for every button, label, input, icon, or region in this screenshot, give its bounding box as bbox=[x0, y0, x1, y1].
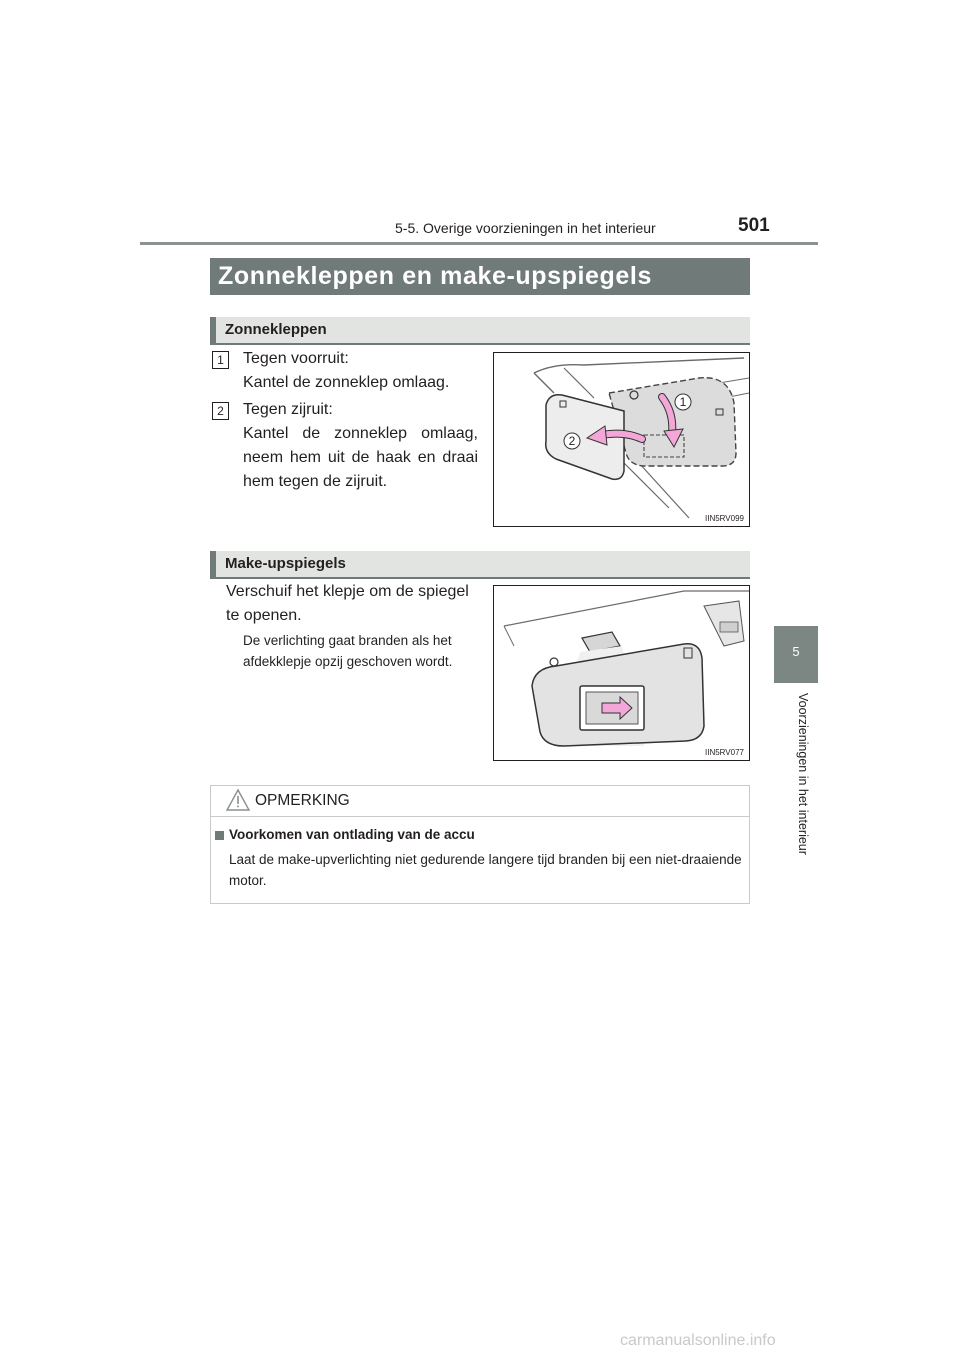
notice-label: OPMERKING bbox=[255, 792, 350, 809]
sun-visor-illustration bbox=[494, 353, 749, 526]
step-1-title: Tegen voorruit: bbox=[243, 350, 349, 367]
sun-visor-figure bbox=[493, 352, 750, 527]
notice-body: Laat de make-upverlichting niet gedurende langere tijd branden bij een niet-draaiende motor. bbox=[229, 852, 742, 888]
header-divider bbox=[140, 242, 818, 245]
step-number-1: 1 bbox=[212, 351, 229, 369]
chapter-tab bbox=[774, 626, 818, 683]
section-heading-label: Zonnekleppen bbox=[225, 321, 327, 338]
vanity-mirror-figure bbox=[493, 585, 750, 761]
mirror-instruction-line-2: te openen. bbox=[226, 607, 302, 624]
watermark: carmanualsonline.info bbox=[620, 1332, 776, 1349]
step-2-line-1: Kantel de zonneklep omlaag, bbox=[243, 425, 478, 442]
figure-code-2: IIN5RV077 bbox=[705, 748, 744, 757]
page-title: Zonnekleppen en make-upspiegels bbox=[218, 262, 652, 290]
chapter-number: 5 bbox=[792, 644, 800, 659]
step-2-line-3: hem tegen de zijruit. bbox=[243, 473, 388, 490]
step-1-instruction: Kantel de zonneklep omlaag. bbox=[243, 374, 450, 391]
heading-marker bbox=[210, 551, 216, 577]
warning-triangle-icon bbox=[225, 788, 251, 812]
step-number-2: 2 bbox=[212, 402, 229, 420]
notice-box bbox=[210, 785, 750, 904]
step-2-line-2: neem hem uit de haak en draai bbox=[243, 449, 478, 466]
mirror-instruction-line-1: Verschuif het klepje om de spiegel bbox=[226, 583, 469, 600]
page-title-bar bbox=[210, 258, 750, 295]
vanity-mirror-illustration bbox=[494, 586, 749, 760]
step-1-text bbox=[243, 347, 478, 395]
callout-1: 1 bbox=[679, 395, 687, 409]
mirror-light-note-line-1: De verlichting gaat branden als het bbox=[243, 633, 452, 648]
mirror-light-note bbox=[243, 630, 483, 672]
bullet-square bbox=[215, 831, 224, 840]
callout-2: 2 bbox=[568, 434, 576, 448]
step-2-title: Tegen zijruit: bbox=[243, 401, 333, 418]
mirror-light-note-line-2: afdekklepje opzij geschoven wordt. bbox=[243, 654, 453, 669]
mirror-instruction bbox=[226, 580, 480, 628]
running-header-section: 5-5. Overige voorzieningen in het interieur bbox=[395, 220, 656, 236]
notice-subtitle: Voorkomen van ontlading van de accu bbox=[229, 827, 475, 842]
section-heading-vanity-mirrors bbox=[210, 551, 750, 579]
section-heading-sun-visors bbox=[210, 317, 750, 345]
notice-header bbox=[211, 786, 749, 817]
chapter-label: Voorzieningen in het interieur bbox=[796, 693, 810, 855]
heading-marker bbox=[210, 317, 216, 343]
figure-code-1: IIN5RV099 bbox=[705, 514, 744, 523]
section-heading-label: Make-upspiegels bbox=[225, 555, 346, 572]
step-2-text bbox=[243, 398, 478, 494]
page-number: 501 bbox=[738, 215, 770, 236]
